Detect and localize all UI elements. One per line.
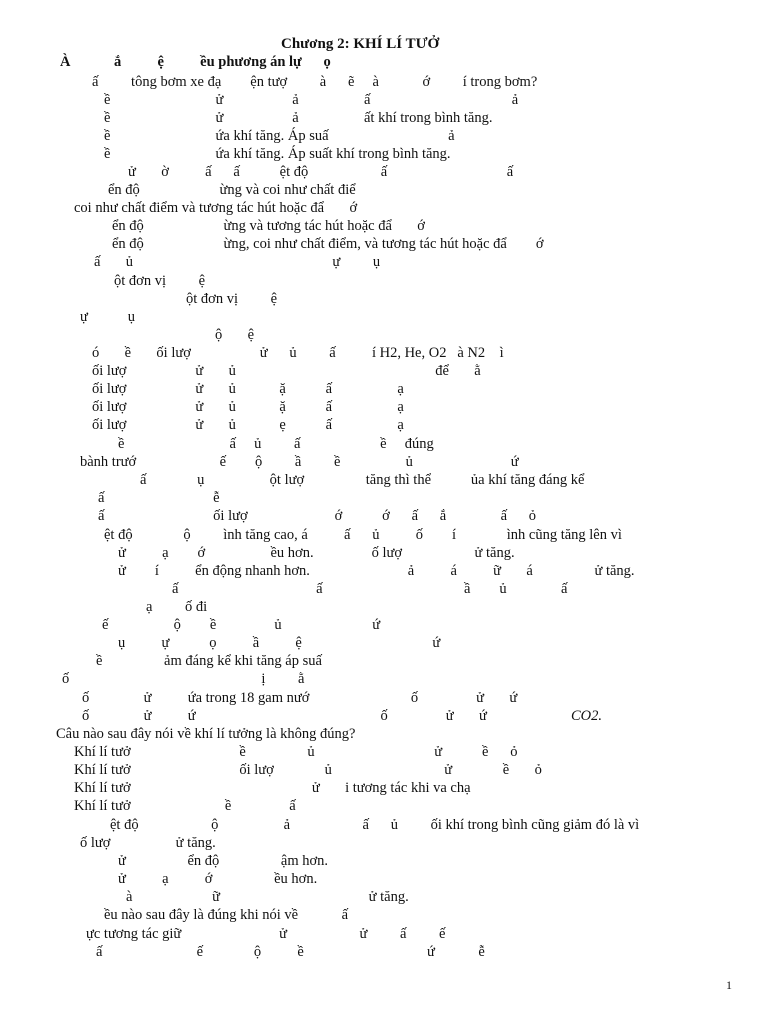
text-line: ố ử ứa trong 18 gam nướ ố ử ứ [82,690,518,706]
text-line: ề ứa khí tăng. Áp suấ ả [104,128,455,144]
text-line: ử í ển động nhanh hơn. ả á ữ á ử tăng. [118,563,635,579]
text-line: ột đơn vị ệ [186,291,278,307]
text-line: à ữ ử tăng. [126,889,409,905]
question-line: Câu nào sau đây nói về khí lí tưởng là không đúng? [56,726,356,742]
option-line: Khí lí tưở ề ủ ử ề ỏ [74,744,518,760]
text-line: ề ử ả ấ ả [104,92,519,108]
text-line: ấ tông bơm xe đạ ện tượ à ẽ à ớ í trong bơm? [92,74,538,90]
text-line: ế ộ ề ủ ứ [102,617,381,633]
text-line: ố ị ằ [62,671,305,687]
option-line: Khí lí tưở ối lượ ủ ử ề ỏ [74,762,542,778]
text-line: ển độ ừng và coi như chất điể [108,182,356,198]
text-line: ề ảm đáng kể khi tăng áp suấ [96,653,322,669]
option-line: Khí lí tưở ề ấ [74,798,296,814]
text-line: ấ ế ộ ề ứ ễ [96,944,485,960]
co2-formula: CO2. [571,708,603,724]
text-line: ố lượ ử tăng. [80,835,216,851]
text-line: ối lượ ử ủ để ằ [92,363,481,379]
page-number: 1 [726,978,732,992]
text-line: coi như chất điểm và tương tác hút hoặc đẩ ớ [74,200,358,216]
text-line: ử ờ ấ ấ ệt độ ấ ấ [128,164,514,180]
text-line: ạ ố đi [146,599,208,615]
text-line: ụ ự ọ ầ ệ ứ [118,635,441,651]
text-line: ệt độ ộ ả ấ ủ ối khí trong bình cũng giảm đó là vì [110,817,640,833]
text-line: ử ạ ớ ều hơn. ố lượ ử tăng. [118,545,515,561]
text-line: ử ạ ớ ều hơn. [118,871,318,887]
text-line: ấ ụ ột lượ tăng thì thể ủa khí tăng đáng kể [140,472,585,488]
text-line: ối lượ ử ủ ẹ ấ ạ [92,417,404,433]
text-line: ấ ấ ầ ủ ấ [172,581,568,597]
text-line: ển độ ừng và tương tác hút hoặc đẩ ớ [112,218,425,234]
text-line: ực tương tác giữ ử ử ấ ế [86,926,446,942]
text-line: ử ển độ ậm hơn. [118,853,329,869]
text-line: ệt độ ộ ình tăng cao, á ấ ủ ố í ình cũng tăng lên vì [104,527,622,543]
text-line: bành trướ ế ộ ầ ề ủ ứ [80,454,519,470]
text-line: ự ụ [80,309,135,325]
text-line: ều nào sau đây là đúng khi nói về ấ [104,907,349,923]
option-line: Khí lí tưở ử i tương tác khi va chạ [74,780,471,796]
text-line: ấ ễ [98,490,220,506]
text-line: ối lượ ử ủ ặ ấ ạ [92,381,404,397]
text-line: ộ ệ [215,327,255,343]
text-line: ấ ối lượ ớ ớ ấ ắ ấ ỏ [98,508,537,524]
text-line: ề ứa khí tăng. Áp suất khí trong bình tăng. [104,146,451,162]
text-line: ố ử ứ ố ử ứ [82,708,487,724]
text-line: ề ấ ủ ấ ề đúng [118,436,434,452]
page-title: Chương 2: KHÍ LÍ TƯỞ [281,36,440,52]
text-line: ối lượ ử ủ ặ ấ ạ [92,399,404,415]
text-line: ó ề ối lượ ử ủ ấ í H2, He, O2 à N2 ì [92,345,504,361]
text-line: ấ ủ ự ụ [94,254,381,270]
text-line: À ắ ệ ều phương án lự ọ [60,54,331,70]
text-line: ột đơn vị ệ [114,273,206,289]
text-line: ển độ ừng, coi như chất điểm, và tương tác hút hoặc đẩ ớ [112,236,544,252]
text-line: ề ử ả ất khí trong bình tăng. [104,110,493,126]
